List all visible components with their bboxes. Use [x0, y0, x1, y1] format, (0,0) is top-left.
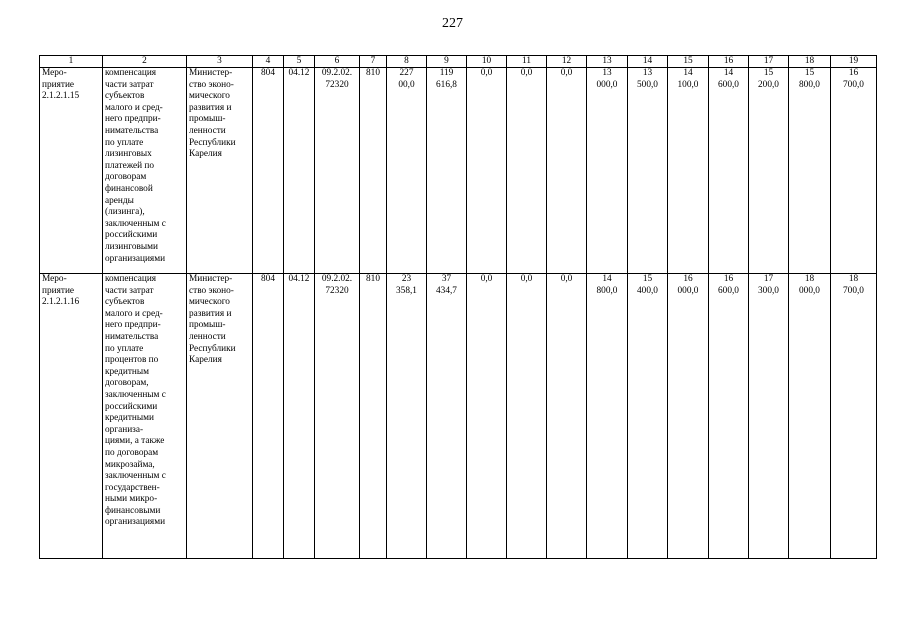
header-row: [40, 56, 877, 68]
value-cell: 04.12: [284, 68, 315, 274]
value-cell: 13 000,0: [587, 68, 628, 274]
value-cell: 0,0: [507, 68, 547, 274]
value-cell: 0,0: [507, 274, 547, 559]
table-row: [40, 274, 877, 559]
value-cell: 14 600,0: [709, 68, 749, 274]
value-cell: 0,0: [467, 68, 507, 274]
column-header: 6: [315, 56, 360, 68]
column-header: 3: [187, 56, 253, 68]
executor-cell: Министер- ство эконо- мического развития и промыш- ленности Республики Карелия: [187, 68, 253, 274]
column-header: 17: [749, 56, 789, 68]
value-cell: 15 800,0: [789, 68, 831, 274]
value-cell: 804: [253, 274, 284, 559]
column-header: 16: [709, 56, 749, 68]
table-row: [40, 68, 877, 274]
value-cell: 0,0: [547, 274, 587, 559]
column-header: 9: [427, 56, 467, 68]
value-cell: 810: [360, 274, 387, 559]
column-header: 19: [831, 56, 877, 68]
value-cell: 804: [253, 68, 284, 274]
column-header: 4: [253, 56, 284, 68]
column-header: 10: [467, 56, 507, 68]
column-header: 11: [507, 56, 547, 68]
description-cell: компенсация части затрат субъектов малого и сред- него предпри- нимательства по уплате процентов по кредитным договорам, заключенным с российскими кредитными организа- циями, а также по договорам микрозайма, заключенным с государствен- ными микро- финансовыми организациями: [103, 274, 187, 559]
value-cell: 15 200,0: [749, 68, 789, 274]
column-header: 18: [789, 56, 831, 68]
value-cell: 18 700,0: [831, 274, 877, 559]
column-header: 15: [668, 56, 709, 68]
executor-cell: Министер- ство эконо- мического развития и промыш- ленности Республики Карелия: [187, 274, 253, 559]
value-cell: 09.2.02. 72320: [315, 68, 360, 274]
column-header: 14: [628, 56, 668, 68]
value-cell: 0,0: [547, 68, 587, 274]
value-cell: 14 800,0: [587, 274, 628, 559]
column-header: 1: [40, 56, 103, 68]
column-header: 12: [547, 56, 587, 68]
value-cell: 09.2.02. 72320: [315, 274, 360, 559]
description-cell: компенсация части затрат субъектов малого и сред- него предпри- нимательства по уплате лизинговых платежей по договорам финансовой аренды (лизинга), заключенным с российскими лизинговыми организациями: [103, 68, 187, 274]
value-cell: 0,0: [467, 274, 507, 559]
value-cell: 16 600,0: [709, 274, 749, 559]
value-cell: 14 100,0: [668, 68, 709, 274]
column-header: 8: [387, 56, 427, 68]
value-cell: 18 000,0: [789, 274, 831, 559]
page-number: 227: [442, 16, 463, 31]
value-cell: 37 434,7: [427, 274, 467, 559]
value-cell: 16 700,0: [831, 68, 877, 274]
value-cell: 810: [360, 68, 387, 274]
value-cell: 04.12: [284, 274, 315, 559]
value-cell: 13 500,0: [628, 68, 668, 274]
column-header: 5: [284, 56, 315, 68]
value-cell: 15 400,0: [628, 274, 668, 559]
value-cell: 16 000,0: [668, 274, 709, 559]
column-header: 13: [587, 56, 628, 68]
column-header: 7: [360, 56, 387, 68]
value-cell: 227 00,0: [387, 68, 427, 274]
value-cell: 17 300,0: [749, 274, 789, 559]
budget-table: [39, 55, 877, 559]
activity-cell: Меро- приятие 2.1.2.1.16: [40, 274, 103, 559]
value-cell: 119 616,8: [427, 68, 467, 274]
value-cell: 23 358,1: [387, 274, 427, 559]
column-header: 2: [103, 56, 187, 68]
activity-cell: Меро- приятие 2.1.2.1.15: [40, 68, 103, 274]
